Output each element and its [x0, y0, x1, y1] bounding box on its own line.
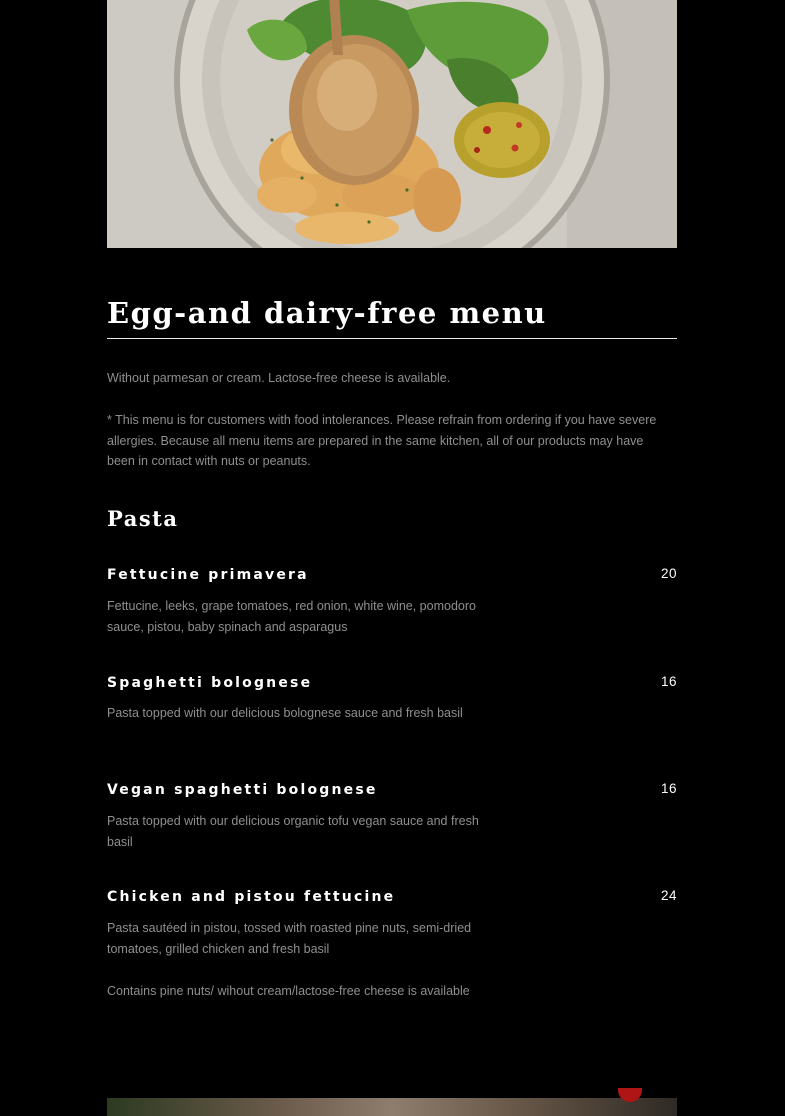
menu-title: Egg-and dairy-free menu — [107, 296, 547, 330]
next-food-image — [107, 1098, 677, 1116]
item-price: 16 — [660, 781, 677, 796]
item-name: Spaghetti bolognese — [107, 675, 313, 691]
item-extra-note: Contains pine nuts/ wihout cream/lactose-free cheese is available — [107, 984, 470, 998]
item-name: Chicken and pistou fettucine — [107, 889, 396, 905]
item-description: Pasta sautéed in pistou, tossed with roasted pine nuts, semi-dried tomatoes, grilled chicken and fresh basil — [107, 921, 472, 956]
item-description: Pasta topped with our delicious organic tofu vegan sauce and fresh basil — [107, 814, 479, 849]
item-description: Fettucine, leeks, grape tomatoes, red onion, white wine, pomodoro sauce, pistou, baby spinach and asparagus — [107, 599, 476, 634]
availability-note: Without parmesan or cream. Lactose-free cheese is available. — [107, 371, 451, 385]
item-name: Fettucine primavera — [107, 567, 309, 583]
item-description: Pasta topped with our delicious bolognese sauce and fresh basil — [107, 706, 463, 720]
hero-food-image — [107, 0, 677, 248]
section-title-pasta: Pasta — [107, 506, 179, 531]
item-price: 20 — [660, 566, 677, 581]
title-divider — [107, 338, 677, 339]
allergy-disclaimer: * This menu is for customers with food intolerances. Please refrain from ordering if you have severe allergies. Because all menu items are prepared in the same kitchen, all of our products may have been in contact with nuts or peanuts. — [107, 413, 657, 469]
item-name: Vegan spaghetti bolognese — [107, 782, 378, 798]
item-price: 24 — [660, 888, 677, 903]
item-price: 16 — [660, 674, 677, 689]
food-photo-icon — [107, 0, 677, 248]
